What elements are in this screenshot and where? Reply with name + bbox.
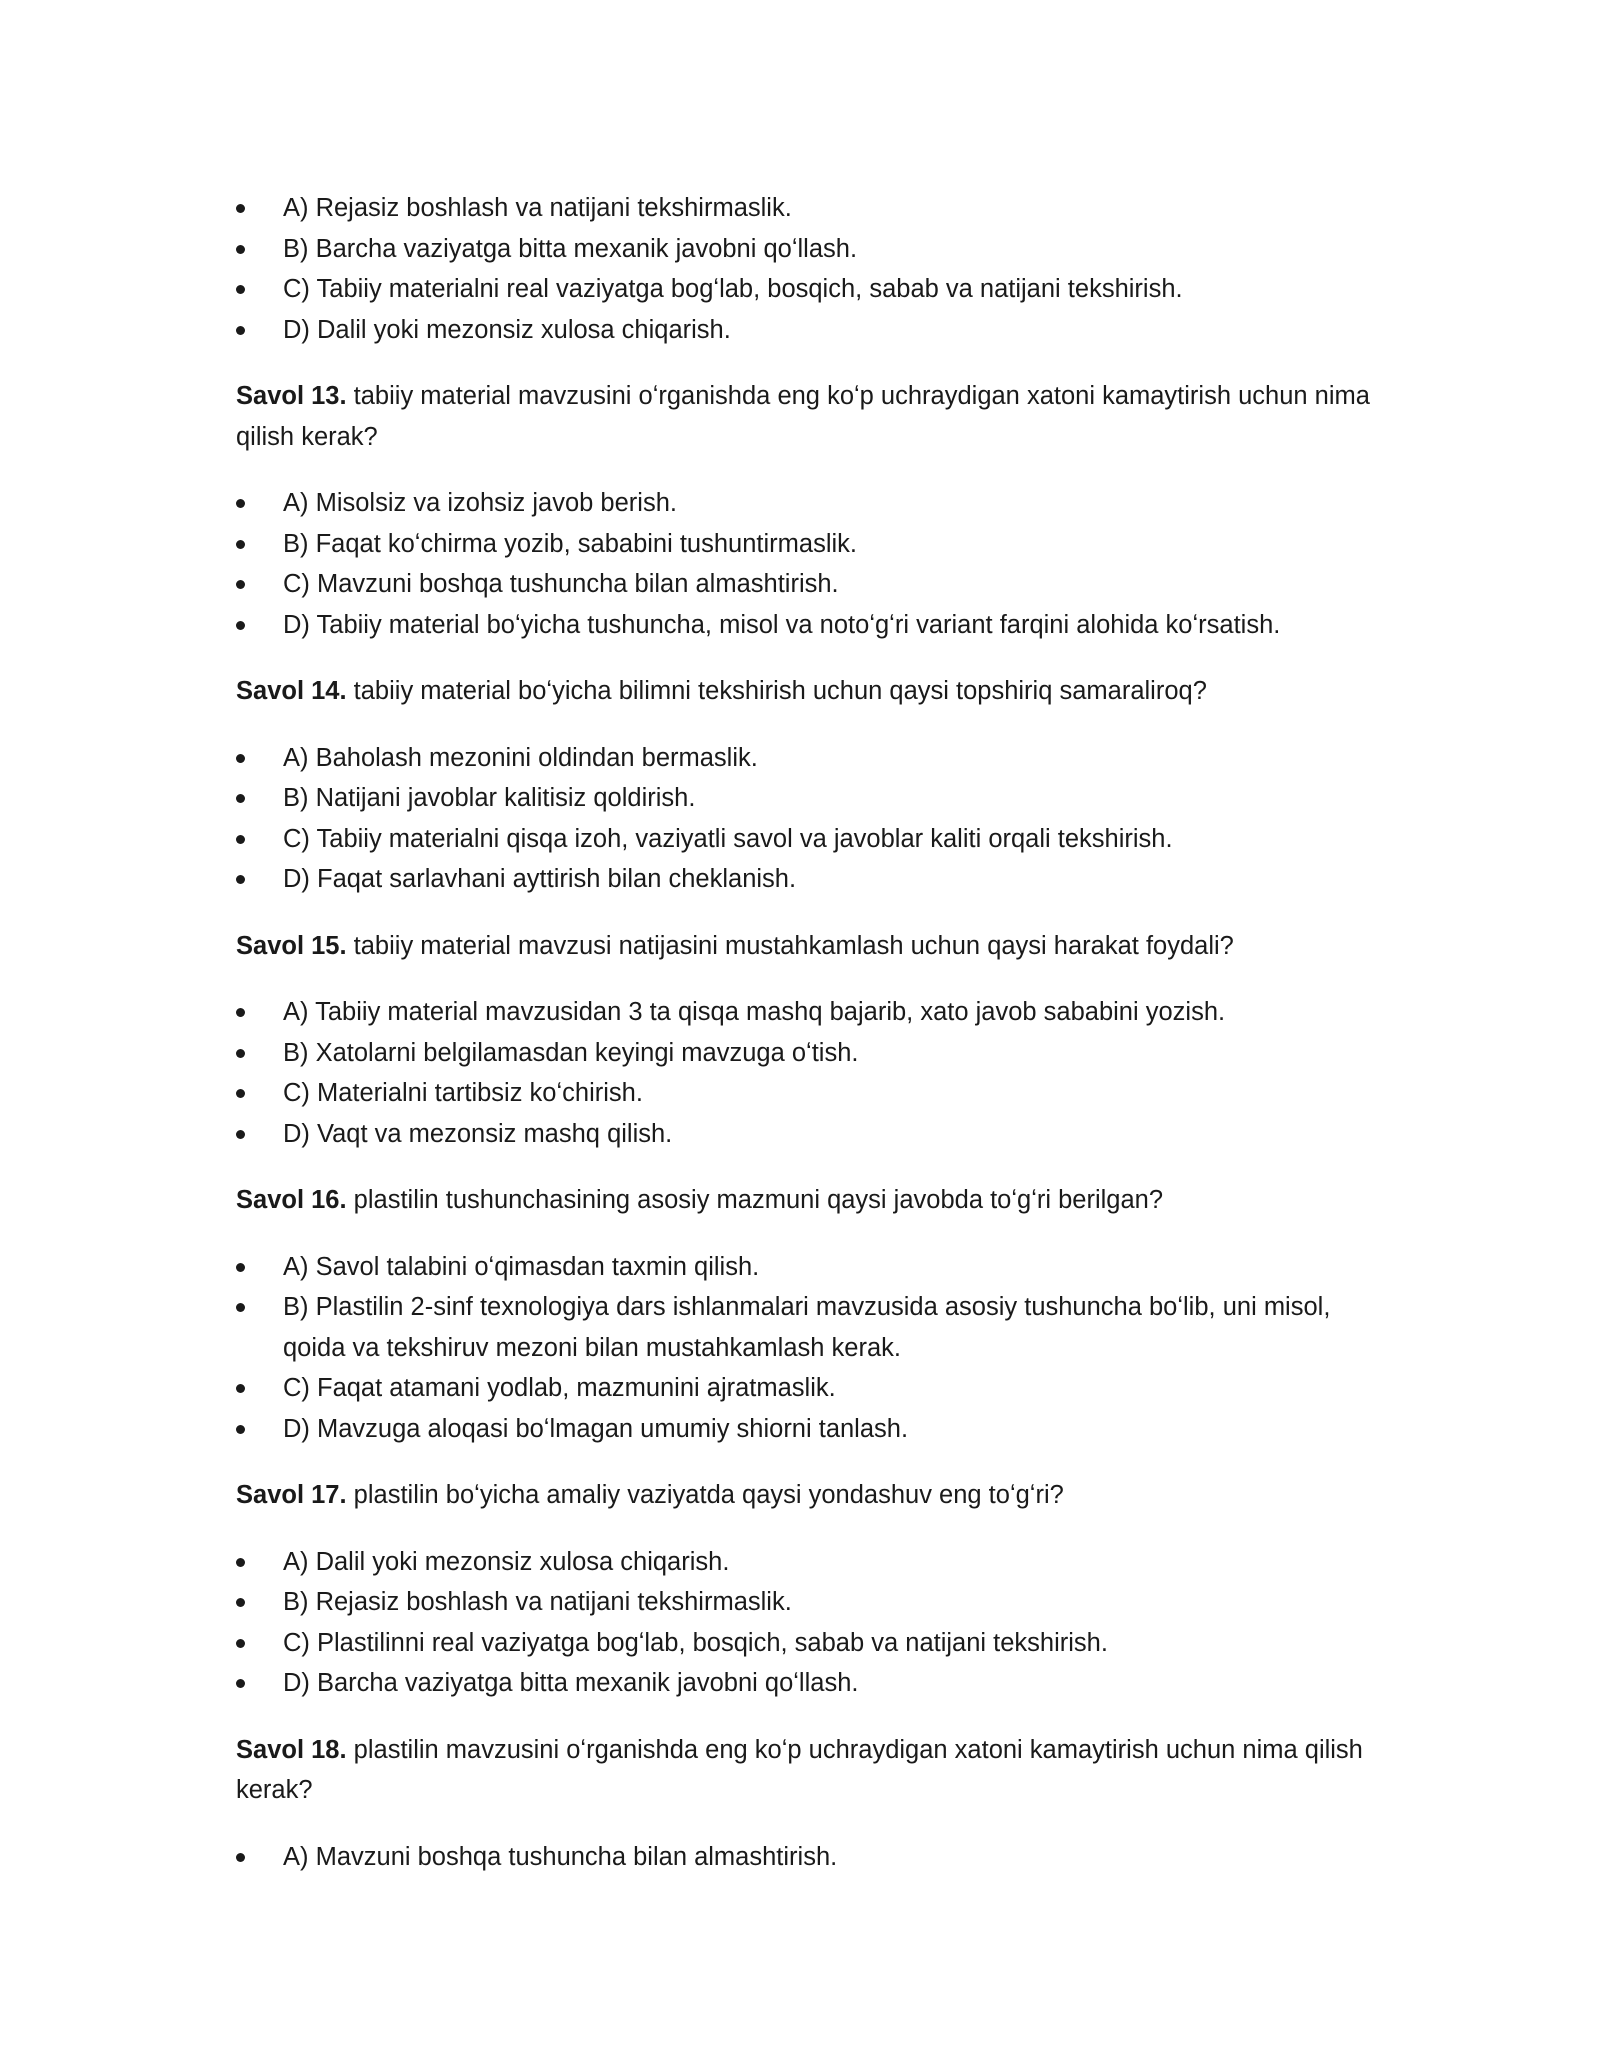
option-item [236, 1663, 1376, 1704]
option-text: D) Faqat sarlavhani ayttirish bilan cheklanish. [283, 865, 797, 893]
bullet-icon [236, 1558, 245, 1567]
bullet-icon [236, 1049, 245, 1058]
question-number: Savol 18. [236, 1735, 347, 1764]
question-number: Savol 17. [236, 1481, 347, 1509]
bullet-icon [236, 326, 245, 335]
option-text: B) Rejasiz boshlash va natijani tekshirmaslik. [283, 1588, 792, 1616]
option-item [236, 1114, 1376, 1155]
option-text: C) Tabiiy materialni qisqa izoh, vaziyatli savol va javoblar kaliti orqali tekshirish. [283, 824, 1173, 853]
option-text: C) Tabiiy materialni real vaziyatga bogʻlab, bosqich, sabab va natijani tekshirish. [283, 275, 1183, 303]
option-item [236, 564, 1376, 605]
option-text: C) Faqat atamani yodlab, mazmunini ajratmaslik. [283, 1374, 836, 1402]
option-item [236, 738, 1376, 779]
option-text: B) Barcha vaziyatga bitta mexanik javobni qoʻllash. [283, 234, 858, 263]
option-text: D) Barcha vaziyatga bitta mexanik javobni qoʻllash. [283, 1669, 859, 1697]
bullet-icon [236, 1384, 245, 1393]
option-text: A) Savol talabini oʻqimasdan taxmin qilish. [283, 1252, 760, 1281]
bullet-icon [236, 1598, 245, 1607]
option-text: A) Mavzuni boshqa tushuncha bilan almashtirish. [283, 1842, 838, 1871]
bullet-icon [236, 204, 245, 213]
bullet-icon [236, 621, 245, 630]
question-text: tabiiy material mavzusini oʻrganishda eng koʻp uchraydigan xatoni kamaytirish uchun nima qilish kerak? [236, 382, 1370, 451]
question-text: plastilin tushunchasining asosiy mazmuni qaysi javobda toʻgʻri berilgan? [346, 1186, 1164, 1214]
option-text: A) Misolsiz va izohsiz javob berish. [283, 489, 677, 517]
option-text: A) Dalil yoki mezonsiz xulosa chiqarish. [283, 1547, 730, 1576]
option-item [236, 1247, 1376, 1288]
bullet-icon [236, 499, 245, 508]
question-number: Savol 13. [236, 382, 347, 410]
option-text: C) Plastilinni real vaziyatga bogʻlab, bosqich, sabab va natijani tekshirish. [283, 1628, 1108, 1657]
option-item [236, 310, 1376, 351]
option-text: D) Tabiiy material boʻyicha tushuncha, misol va notoʻgʻri variant farqini alohida koʻrsatish. [283, 610, 1281, 639]
option-item [236, 1623, 1376, 1664]
bullet-icon [236, 580, 245, 589]
bullet-icon [236, 1089, 245, 1098]
option-text: B) Xatolarni belgilamasdan keyingi mavzuga oʻtish. [283, 1038, 859, 1067]
bullet-icon [236, 245, 245, 254]
option-text: C) Materialni tartibsiz koʻchirish. [283, 1079, 643, 1107]
option-item [236, 1033, 1376, 1074]
question-13 [236, 376, 1376, 457]
option-item [236, 992, 1376, 1033]
option-text: B) Plastilin 2-sinf texnologiya dars ishlanmalari mavzusida asosiy tushuncha boʻlib, uni misol, qoida va tekshiruv mezoni bilan mustahkamlash kerak. [283, 1293, 1331, 1362]
option-list [236, 738, 1376, 900]
option-text: D) Vaqt va mezonsiz mashq qilish. [283, 1119, 673, 1148]
bullet-icon [236, 1679, 245, 1688]
option-item [236, 605, 1376, 646]
option-item [236, 1542, 1376, 1583]
option-item [236, 1287, 1376, 1368]
option-list [236, 1542, 1376, 1704]
option-list [236, 483, 1376, 645]
option-text: D) Mavzuga aloqasi boʻlmagan umumiy shiorni tanlash. [283, 1414, 909, 1443]
option-item [236, 859, 1376, 900]
option-text: A) Tabiiy material mavzusidan 3 ta qisqa mashq bajarib, xato javob sababini yozish. [283, 998, 1226, 1026]
question-text: tabiiy material boʻyicha bilimni tekshirish uchun qaysi topshiriq samaraliroq? [346, 677, 1207, 705]
option-item [236, 188, 1376, 229]
question-number: Savol 15. [236, 931, 347, 960]
option-item [236, 229, 1376, 270]
option-text: D) Dalil yoki mezonsiz xulosa chiqarish. [283, 315, 731, 344]
bullet-icon [236, 754, 245, 763]
option-text: A) Baholash mezonini oldindan bermaslik. [283, 743, 758, 772]
option-item [236, 1409, 1376, 1450]
question-15 [236, 926, 1376, 967]
option-item [236, 819, 1376, 860]
option-item [236, 1837, 1376, 1878]
option-item [236, 778, 1376, 819]
bullet-icon [236, 1425, 245, 1434]
option-item [236, 524, 1376, 565]
bullet-icon [236, 1130, 245, 1139]
question-text: tabiiy material mavzusi natijasini mustahkamlash uchun qaysi harakat foydali? [346, 931, 1234, 960]
question-text: plastilin boʻyicha amaliy vaziyatda qaysi yondashuv eng toʻgʻri? [346, 1481, 1064, 1509]
question-16 [236, 1180, 1376, 1221]
bullet-icon [236, 1263, 245, 1272]
bullet-icon [236, 285, 245, 294]
bullet-icon [236, 794, 245, 803]
option-list [236, 188, 1376, 350]
bullet-icon [236, 1303, 245, 1312]
bullet-icon [236, 1853, 245, 1862]
option-list [236, 1837, 1376, 1878]
document-page [236, 188, 1376, 1877]
option-text: B) Faqat koʻchirma yozib, sababini tushuntirmaslik. [283, 529, 857, 558]
bullet-icon [236, 875, 245, 884]
bullet-icon [236, 1639, 245, 1648]
option-item [236, 1582, 1376, 1623]
option-text: C) Mavzuni boshqa tushuncha bilan almashtirish. [283, 570, 839, 598]
option-text: A) Rejasiz boshlash va natijani tekshirmaslik. [283, 194, 792, 222]
option-item [236, 1368, 1376, 1409]
option-list [236, 1247, 1376, 1450]
question-text: plastilin mavzusini oʻrganishda eng koʻp uchraydigan xatoni kamaytirish uchun nima qilish kerak? [236, 1735, 1363, 1804]
bullet-icon [236, 1008, 245, 1017]
option-text: B) Natijani javoblar kalitisiz qoldirish. [283, 784, 696, 812]
question-number: Savol 16. [236, 1186, 347, 1214]
option-item [236, 1073, 1376, 1114]
bullet-icon [236, 835, 245, 844]
question-17 [236, 1475, 1376, 1516]
option-item [236, 483, 1376, 524]
question-14 [236, 671, 1376, 712]
option-item [236, 269, 1376, 310]
option-list [236, 992, 1376, 1154]
question-number: Savol 14. [236, 677, 347, 705]
bullet-icon [236, 540, 245, 549]
question-18 [236, 1730, 1376, 1811]
